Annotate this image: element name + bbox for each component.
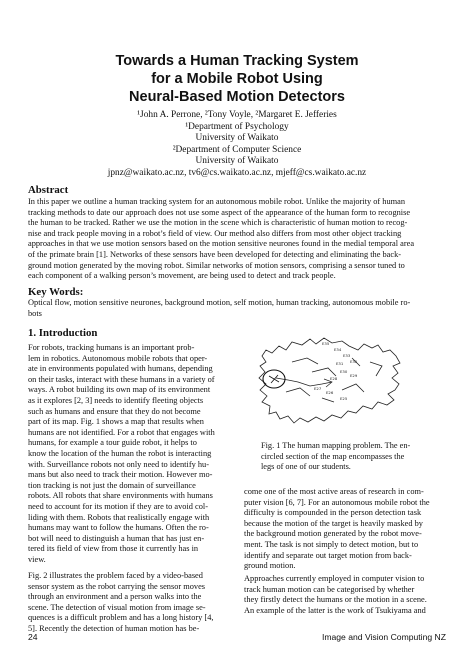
caption-line: legs of one of our students. xyxy=(261,462,351,472)
legs-scan-marks xyxy=(269,375,279,383)
map-label: E27 xyxy=(314,386,322,391)
caption-line: circled section of the map encompasses the xyxy=(261,451,405,461)
map-label: E28 xyxy=(330,376,338,381)
paper-title xyxy=(0,52,474,106)
text-line: puter vision [6, 7]. For an autonomous mobile robot the xyxy=(244,497,430,507)
map-label: E35 xyxy=(322,341,330,346)
keywords-text xyxy=(28,298,448,319)
intro-left-paragraph-1 xyxy=(28,343,232,565)
intro-left-paragraph-2 xyxy=(28,571,232,635)
text-line: need to account for its motion if they are to avoid col- xyxy=(28,501,209,511)
text-line: 5]. Recently the detection of human motion has be- xyxy=(28,623,200,633)
page-number: 24 xyxy=(28,632,38,642)
caption-line: Fig. 1 The human mapping problem. The en- xyxy=(261,441,411,450)
title-line: for a Mobile Robot Using xyxy=(151,71,323,87)
text-line: such as humans and ensure that they do not become xyxy=(28,406,201,416)
map-label: E25 xyxy=(340,396,348,401)
text-line: because the motion of the target is heavily masked by xyxy=(244,518,423,528)
text-line: humans may want to follow the humans. Often the ro- xyxy=(28,523,209,533)
text-line: quences is a difficult problem and has a long history [4, xyxy=(28,613,214,623)
author-emails: jpnz@waikato.ac.nz, tv6@cs.waikato.ac.nz, mjeff@cs.waikato.ac.nz xyxy=(107,167,367,178)
text-line: Fig. 2 illustrates the problem faced by a video-based xyxy=(28,571,203,580)
affiliation-line: University of Waikato xyxy=(195,133,279,144)
affiliation-line: ¹Department of Psychology xyxy=(185,121,289,132)
text-line: ground motion. xyxy=(244,561,296,571)
abstract-line: nise and track people moving in a robot’s field of view. Our method also differs from most other object tracking xyxy=(28,228,402,238)
abstract-line: approaches in that we use motion sensors based on the motion sensitive neurones found in the medial temporal area xyxy=(28,239,415,249)
text-line: they firstly detect the humans or the motion in a scene. xyxy=(244,595,427,605)
text-line: lem in robotics. Autonomous mobile robots that oper- xyxy=(28,353,208,363)
map-labels xyxy=(314,341,358,401)
figure-1-map xyxy=(252,332,448,432)
affiliation-line: ²Department of Computer Science xyxy=(172,144,302,155)
keywords-line: bots xyxy=(28,308,42,318)
figure-1-caption xyxy=(261,441,410,473)
title-line: Towards a Human Tracking System xyxy=(115,53,359,69)
text-line: come one of the most active areas of research in com- xyxy=(244,487,424,496)
text-line: identify and separate out target motion from back- xyxy=(244,550,412,560)
keywords-line: Optical flow, motion sensitive neurones, background motion, self motion, human tracking, autonomous mobile ro- xyxy=(28,298,411,307)
venue-name: Image and Vision Computing NZ xyxy=(321,632,446,642)
text-line: track human motion can be categorised by whether xyxy=(244,584,415,594)
text-line: through an environment and a person walks into the xyxy=(28,592,202,602)
abstract-line: In this paper we outline a human tracking system for an autonomous mobile robot. Unlike the majority of human xyxy=(28,197,406,206)
text-line: ment. The task is not simply to detect motion, but to xyxy=(244,539,419,549)
text-line: Approaches currently employed in computer vision to xyxy=(244,574,425,583)
text-line: scene. The detection of visual motion from image se- xyxy=(28,602,206,612)
text-line: bot will need to distinguish a human that has just en- xyxy=(28,533,205,543)
abstract-line: the human to be tracked. Rather we use the motion in the scene which is characteristic of human motion to recog- xyxy=(28,218,408,228)
text-line: with. Surveillance robots not only need to identify hu- xyxy=(28,459,209,469)
abstract-line: of the primate brain [1]. Networks of these sensors have been developed for detecting and eliminating the back- xyxy=(28,249,402,259)
text-line: tered its field of view from those it currently has in xyxy=(28,544,199,554)
map-label: E26 xyxy=(326,390,334,395)
text-line: An example of the latter is the work of Tsukiyama and xyxy=(244,605,426,615)
text-line: on their tasks, interact with these humans in a variety of xyxy=(28,374,215,384)
text-line: ate in environments populated with humans, depending xyxy=(28,364,213,374)
title-line: Neural-Based Motion Detectors xyxy=(129,89,345,105)
map-label: E34 xyxy=(334,347,342,352)
text-line: difficulty is compounded in the person detection task xyxy=(244,508,422,518)
text-line: the background motion generated by the robot move- xyxy=(244,529,422,539)
text-line: ways. A robot building its own map of its environment xyxy=(28,385,211,395)
map-label: E29 xyxy=(350,373,358,378)
keywords-heading: Key Words: xyxy=(28,286,84,298)
abstract-line: each component of a walking person’s movement, are being used to detect and track people. xyxy=(28,271,336,281)
map-label: E31 xyxy=(336,361,344,366)
abstract-text xyxy=(28,197,448,282)
text-line: part of its map. Fig. 1 shows a map that results when xyxy=(28,417,204,427)
intro-heading: 1. Introduction xyxy=(28,327,98,339)
text-line: as it explores [2, 3] needs to identify fleeting objects xyxy=(28,395,204,405)
text-line: mans but also need to track their motion. However mo- xyxy=(28,470,213,480)
text-line: view. xyxy=(28,554,46,564)
map-label: E33 xyxy=(343,353,351,358)
text-line: For robots, tracking humans is an important prob- xyxy=(28,343,195,352)
abstract-line: tracking methods to date our approach does not use some aspect of the appearance of the human form to recognise xyxy=(28,207,411,217)
text-line: know the location of the human the robot is interacting xyxy=(28,448,212,458)
text-line: humans, for example a tour guide robot, it helps to xyxy=(28,438,197,448)
text-line: liding with them. Robots that realistically engage with xyxy=(28,512,210,522)
author-block xyxy=(0,110,474,180)
map-label: E30 xyxy=(340,369,348,374)
intro-right-paragraph-2 xyxy=(244,574,448,616)
abstract-heading: Abstract xyxy=(28,184,69,196)
text-line: tion tracking is not just the domain of surveillance xyxy=(28,480,196,490)
abstract-line: ground motion generated by the moving robot. Similar networks of motion sensors, comprising a sensor tuned to xyxy=(28,260,405,270)
text-line: robots. All robots that share environments with humans xyxy=(28,491,213,501)
text-line: sensor system as the robot carrying the sensor moves xyxy=(28,581,206,591)
map-label: E32 xyxy=(350,359,358,364)
text-line: humans are not identified. For a robot that engages with xyxy=(28,427,215,437)
intro-right-paragraph-1 xyxy=(244,487,448,572)
author-names: ¹John A. Perrone, ²Tony Voyle, ²Margaret E. Jefferies xyxy=(137,110,337,120)
affiliation-line: University of Waikato xyxy=(195,156,279,167)
